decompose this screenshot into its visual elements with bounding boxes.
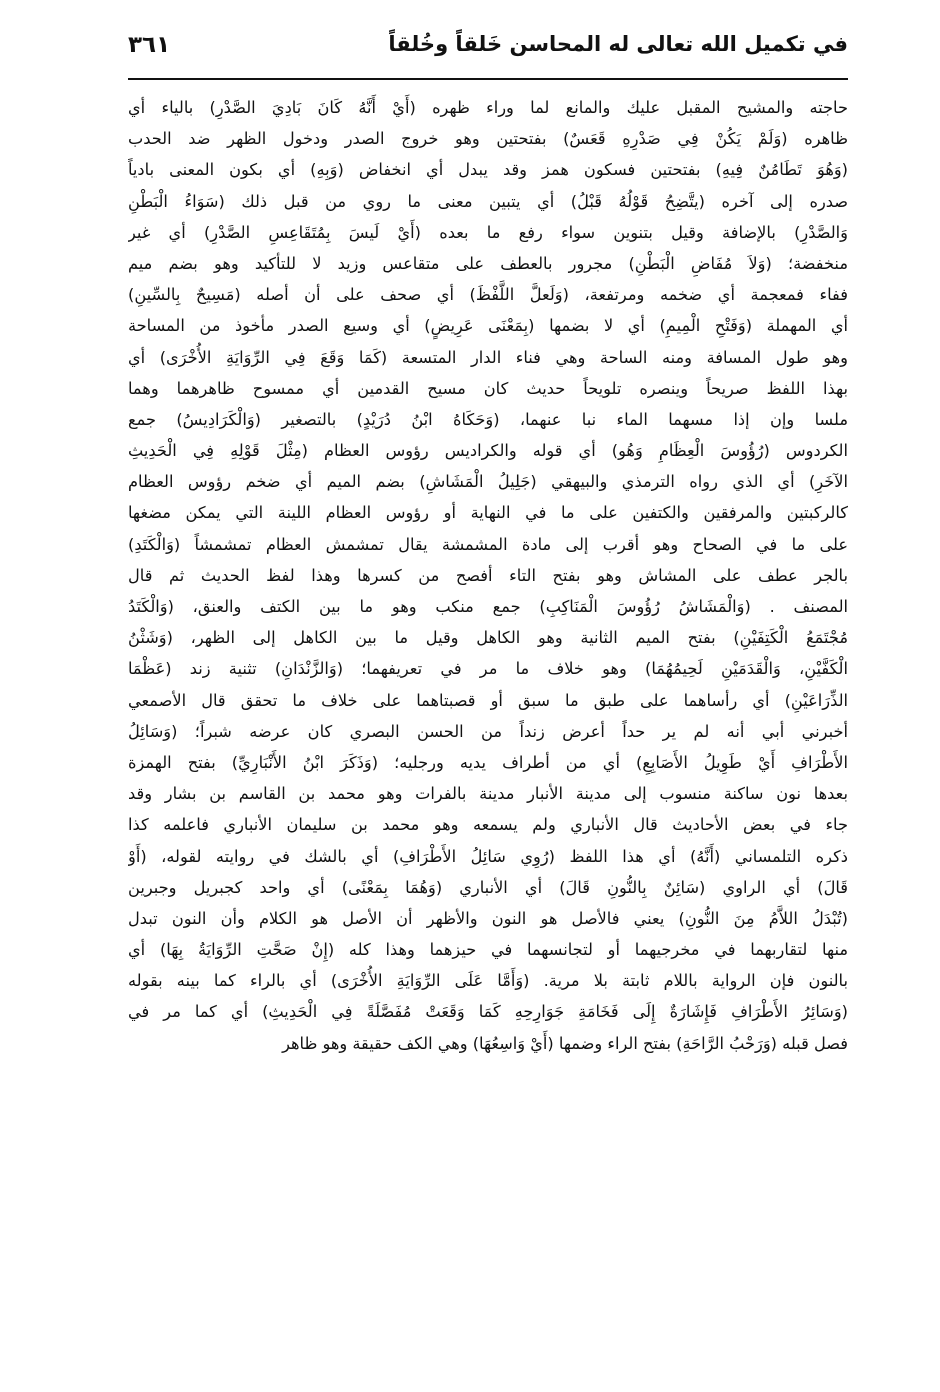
text-line: المصنف . (وَالْمَشَاشُ رُؤُوسَ الْمَنَاكِبِ) جمع منكب وهو ما بين الكتف والعنق، (وَالْكَتَدُ — [128, 597, 848, 616]
text-line: وَالصَّدْرِ) بالإضافة وقيل بتنوين سواء رفع ما بعده (أَيْ لَيسَ بِمُتَقَاعِسِ الصَّدْرِ) أي غير — [128, 222, 848, 242]
page-number: ٣٦١ — [128, 32, 171, 58]
text-line: ملسا وإن إذا مسهما الماء نبا عنهما، (وَحَكَاهُ ابْنُ دُرَيْدٍ) بالتصغير (وَالْكَرَادِيسُ) جمع — [128, 409, 848, 429]
text-line: بالجر عطف على المشاش وهو بفتح التاء أفصح من كسرها وهذا لفظ الحديث ثم قال — [128, 565, 848, 585]
text-line: ففاء فمعجمة أي ضخمه ومرتفعة، (وَلَعلَّ اللَّفْظَ) أي صحف على أن أصله (مَسِيحٌ بِالسِّينِ) — [128, 285, 848, 305]
header-rule — [128, 78, 848, 80]
text-line: الْكَفَّيْنِ، وَالْقَدَمَيْنِ لَحِيمُهُمَا) وهو خلاف ما مر في تعريفهما؛ (وَالزَّنْدَانِ) تثنية زند (عَظْمَا — [128, 659, 848, 679]
text-line: (وَهُوَ تَطَامُنٌ فِيهِ) بفتحتين فسكون همز وقد يبدل أي انخفاض (وَبِهِ) أي بكون المعنى بادياً — [128, 160, 848, 180]
text-line: منها لتقاربهما في مخرجيهما أو لتجانسهما في حيزهما وهذا كله (إِنْ صَحَّتِ الرِّوَايَةُ بِهَا) أي — [128, 940, 848, 960]
body-text — [128, 92, 848, 1059]
text-line: فصل قبله (وَرَحْبُ الرَّاحَةِ) بفتح الراء وضمها (أَيْ وَاسِعُهَا) وهي الكف حقيقة وهو ظاهر — [282, 1033, 848, 1053]
text-line: حاجته والمشيح المقبل عليك والمانع لما وراء ظهره (أَيْ أَنَّهُ كَانَ بَادِيَ الصَّدْرِ) بالياء أي — [128, 98, 848, 117]
text-line: جاء في بعض الأحاديث قال الأنباري ولم يسمعه وهو محمد بن سليمان الأنباري فاعلمه كذا — [128, 815, 848, 835]
text-line: بعدها نون ساكنة منسوب إلى مدينة الأنبار مدينة بالفرات وهو محمد بن القاسم بن بشار وقد — [128, 784, 848, 804]
text-line: الذِّرَاعَيْنِ) أي رأساهما على طبق ما سبق أو قصبتاهما على خلاف ما تحقق قال الأصمعي — [128, 690, 848, 710]
text-line: منخفضة؛ (وَلاَ مُفَاضِ الْبَطْنِ) مجرور بالعطف على متقاعس وزيد لا للتأكيد وهو بضم ميم — [128, 253, 848, 273]
text-line: الأَطْرَافِ أَيْ طَوِيلُ الأَصَابِعِ) أي من أطراف يديه ورجليه؛ (وَذَكَرَ ابْنُ الأَنْبَارِيِّ) بفتح الهمزة — [128, 752, 848, 772]
text-line: مُجْتَمَعُ الْكَتِفَيْنِ) بفتح الميم الثانية وهو الكاهل وقيل ما بين الكاهل إلى الظهر، (وَشَثْنُ — [128, 628, 848, 648]
running-header — [128, 24, 848, 68]
text-line: وهو طول المسافة ومنه الساحة وهي فناء الدار المتسعة (كَمَا وَقَعَ فِي الرِّوَايَةِ الأُخْرَى) أي — [128, 347, 848, 367]
text-line: (وَسَائِرُ الأَطْرَافِ فَإِشَارَةٌ إِلَى فَخَامَةِ جَوَارِحِهِ كَمَا وَقَعَتْ مُفَصَّلَةً فِي الْحَدِيثِ) أي كما مر في — [128, 1002, 848, 1022]
text-line: بهذا اللفظ صريحاً وينصره تلويحاً حديث كان مسيح القدمين أي ممسوح ظاهرهما وهما — [128, 378, 848, 398]
text-line: قَالَ) أي الراوي (سَائِنٌ بِالنُّونِ قَالَ) أي الأنباري (وَهُمَا بِمَعْنًى) أي واحد كجبريل وجبرين — [128, 877, 848, 897]
text-line: أخبرني أبي أنه لم ير حداً أعرض زنداً من الحسن البصري كان عرضه شبراً؛ (وَسَائِلُ — [128, 721, 848, 741]
text-line: ظاهره (وَلَمْ يَكُنْ فِي صَدْرِهِ قَعَسٌ) بفتحتين وهو خروج الصدر ودخول الظهر ضد الحدب — [128, 129, 848, 149]
text-line: ذكره التلمساني (أَنَّهُ) أي هذا اللفظ (رُوِي سَائِلُ الأَطْرَافِ) أي بالشك في روايته لقوله، (أَوْ — [128, 846, 848, 866]
chapter-title: في تكميل الله تعالى له المحاسن خَلقاً وخُلقاً — [388, 32, 848, 56]
text-line: كالركبتين والمرفقين والكتفين على ما في النهاية أو رؤوس العظام اللينة التي يمكن مضغها — [128, 503, 848, 523]
text-line: على ما في الصحاح وهو أقرب إلى مادة المشمشة يقال تمشمش العظام تمشمشاً (وَالْكَتَدِ) — [128, 534, 848, 554]
text-line: أي المهملة (وَفَتْحِ الْمِيمِ) أي لا بضمها (بِمَعْنَى عَرِيضٍ) أي وسيع الصدر مأخوذ من المساحة — [128, 316, 848, 336]
text-line: صدره إلى آخره (يتَّضِحُ قَوْلُهُ قَبْلُ) أي يتبين معنى ما روي من قبل ذلك (سَوَاءُ الْبَطْنِ — [128, 191, 848, 211]
text-line: الكردوس (رُؤُوسَ الْعِظَامِ وَهُو) أي قوله والكراديس رؤوس العظام (مِثْلَ قَوْلِهِ فِي الْحَدِيثِ — [128, 441, 848, 461]
text-line: بالنون فإن الرواية باللام ثابتة بلا مرية. (وَأَمَّا عَلَى الرِّوَايَةِ الأُخْرَى) أي بالراء كما بينه بقوله — [128, 971, 848, 991]
text-line: الآخَرِ) أي الذي رواه الترمذي والبيهقي (جَلِيلُ الْمَشَاشِ) بضم الميم أي ضخم رؤوس العظام — [128, 472, 848, 492]
text-line: (تُبْدَلُ اللاَّمُ مِنَ النُّونِ) يعني فالأصل هو النون والأظهر أن الأصل هو الكلام وأن النون تبدل — [128, 908, 848, 928]
